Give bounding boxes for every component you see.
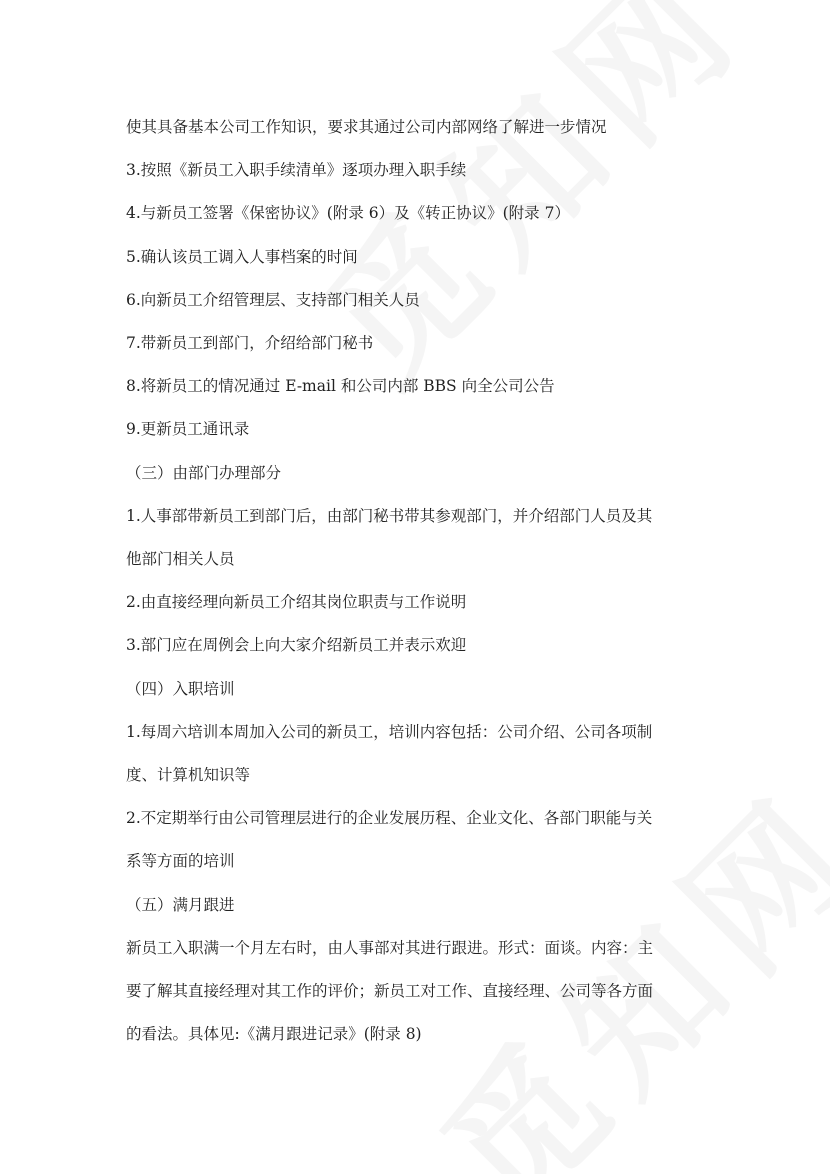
paragraph-line: 使其具备基本公司工作知识，要求其通过公司内部网络了解进一步情况 bbox=[126, 118, 607, 136]
list-item: 3.按照《新员工入职手续清单》逐项办理入职手续 bbox=[126, 161, 467, 180]
paragraph-line: 要了解其直接经理对其工作的评价；新员工对工作、直接经理、公司等各方面 bbox=[126, 982, 654, 1001]
paragraph-line: 新员工入职满一个月左右时，由人事部对其进行跟进。形式：面谈。内容：主 bbox=[126, 938, 654, 957]
list-item: 8.将新员工的情况通过 E-mail 和公司内部 BBS 向全公司公告 bbox=[126, 377, 555, 396]
list-item: 3.部门应在周例会上向大家介绍新员工并表示欢迎 bbox=[126, 636, 467, 655]
list-item: 2.由直接经理向新员工介绍其岗位职责与工作说明 bbox=[126, 593, 467, 612]
list-item: 9.更新员工通讯录 bbox=[126, 420, 250, 439]
document-body bbox=[126, 106, 706, 1056]
list-item: 7.带新员工到部门，介绍给部门秘书 bbox=[126, 334, 374, 353]
list-item: 4.与新员工签署《保密协议》(附录 6）及《转正协议》(附录 7） bbox=[126, 204, 570, 223]
paragraph-line: 的看法。具体见:《满月跟进记录》(附录 8) bbox=[126, 1025, 422, 1044]
section-heading: （四）入职培训 bbox=[126, 679, 235, 698]
section-heading: （三）由部门办理部分 bbox=[126, 463, 282, 482]
paragraph-line: 度、计算机知识等 bbox=[126, 766, 251, 785]
paragraph-line: 他部门相关人员 bbox=[126, 550, 235, 569]
section-heading: （五）满月跟进 bbox=[126, 895, 235, 914]
list-item: 2.不定期举行由公司管理层进行的企业发展历程、企业文化、各部门职能与关 bbox=[126, 809, 653, 828]
list-item: 5.确认该员工调入人事档案的时间 bbox=[126, 247, 358, 266]
list-item: 1.每周六培训本周加入公司的新员工，培训内容包括：公司介绍、公司各项制 bbox=[126, 722, 653, 741]
paragraph-line: 系等方面的培训 bbox=[126, 852, 235, 871]
list-item: 6.向新员工介绍管理层、支持部门相关人员 bbox=[126, 290, 420, 309]
list-item: 1.人事部带新员工到部门后，由部门秘书带其参观部门，并介绍部门人员及其 bbox=[126, 506, 653, 525]
